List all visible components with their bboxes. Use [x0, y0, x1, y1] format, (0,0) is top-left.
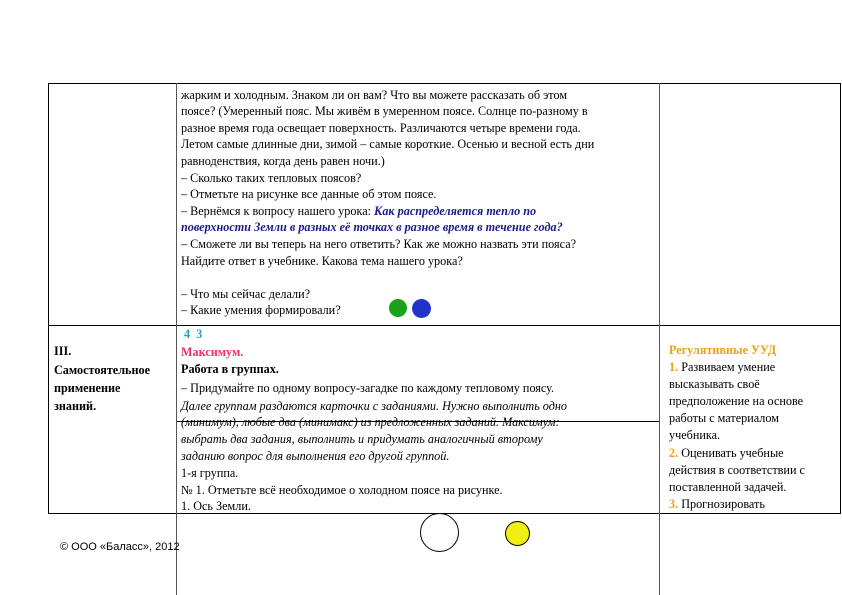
row-divider: [48, 325, 841, 326]
column-divider-1: [176, 83, 177, 595]
uud-item-3-text: Прогнозировать: [681, 497, 765, 511]
row1-line-3: разное время года освещает поверхность. Различаются четыре времени года.: [181, 121, 581, 135]
italic-line-2: (минимум), любые два (минимакс) из предложенных заданий. Максимум:: [181, 415, 560, 429]
column-divider-2: [659, 83, 660, 595]
uud-item-3-number: 3.: [669, 497, 679, 511]
earth-axis-item: 1. Ось Земли.: [181, 499, 251, 513]
uud-item-1-line-4: работы с материалом: [669, 411, 779, 425]
row1-line-7: – Отметьте на рисунке все данные об этом поясе.: [181, 187, 437, 201]
row1-line-10: – Сможете ли вы теперь на него ответить? Как же можно назвать эти пояса?: [181, 237, 577, 251]
row1-line-2: поясе? (Умеренный пояс. Мы живём в умеренном поясе. Солнце по-разному в: [181, 104, 588, 118]
group-work-label: Работа в группах.: [181, 362, 279, 376]
maximum-label: Максимум.: [181, 345, 244, 359]
copyright-footer: © ООО «Баласс», 2012: [60, 541, 180, 553]
uud-item-1-line-5: учебника.: [669, 428, 721, 442]
row1-line-8-prefix: – Вернёмся к вопросу нашего урока:: [181, 204, 375, 218]
uud-item-2-line-1: [669, 445, 784, 462]
lesson-question-part-2: поверхности Земли в разных её точках в разное время в течение года?: [181, 220, 563, 234]
white-circle: [420, 513, 459, 552]
stage-number: III.: [54, 344, 72, 358]
italic-line-1: Далее группам раздаются карточки с заданиями. Нужно выполнить одно: [181, 399, 568, 413]
green-dot: [389, 299, 407, 317]
row1-line-12: – Что мы сейчас делали?: [181, 287, 311, 301]
lesson-question-part-1: Как распределяется тепло по: [374, 204, 537, 218]
stage-line-1: Самостоятельное: [54, 363, 151, 377]
row1-line-6: – Сколько таких тепловых поясов?: [181, 171, 362, 185]
yellow-circle: [505, 521, 530, 546]
stage-line-3: знаний.: [54, 399, 97, 413]
row1-line-11: Найдите ответ в учебнике. Какова тема нашего урока?: [181, 254, 463, 268]
uud-item-1-line-1: [669, 359, 775, 376]
italic-line-3: выбрать два задания, выполнить и придумать аналогичный второму: [181, 432, 543, 446]
uud-item-1-line-3: предположение на основе: [669, 394, 804, 408]
uud-item-1-number: 1.: [669, 360, 679, 374]
table-left-border: [48, 83, 49, 513]
table-right-border: [840, 83, 841, 513]
row1-line-1: жарким и холодным. Знаком ли он вам? Что вы можете рассказать об этом: [181, 88, 568, 102]
row1-line-4: Летом самые длинные дни, зимой – самые короткие. Осенью и весной есть дни: [181, 137, 595, 151]
group-label: 1-я группа.: [181, 466, 239, 480]
row1-line-13: – Какие умения формировали?: [181, 303, 341, 317]
uud-item-2-text: Оценивать учебные: [681, 446, 784, 460]
uud-item-2-number: 2.: [669, 446, 679, 460]
italic-line-4: заданию вопрос для выполнения его другой группой.: [181, 449, 450, 463]
row1-line-8: [181, 203, 536, 220]
table-top-border: [48, 83, 841, 84]
riddle-task: – Придумайте по одному вопросу-загадке по каждому тепловому поясу.: [181, 381, 555, 395]
uud-item-1-line-2: высказывать своё: [669, 377, 760, 391]
uud-item-2-line-2: действия в соответствии с: [669, 463, 805, 477]
uud-item-3-line-1: [669, 496, 765, 513]
row1-line-5: равноденствия, когда день равен ночи.): [181, 154, 385, 168]
page-numbers: 4 3: [184, 327, 203, 341]
task-1: № 1. Отметьте всё необходимое о холодном поясе на рисунке.: [181, 483, 503, 497]
stage-line-2: применение: [54, 381, 121, 395]
blue-dot: [412, 299, 431, 318]
uud-item-2-line-3: поставленной задачей.: [669, 480, 787, 494]
uud-item-1-text: Развиваем умение: [681, 360, 776, 374]
uud-title: Регулятивные УУД: [669, 343, 777, 357]
